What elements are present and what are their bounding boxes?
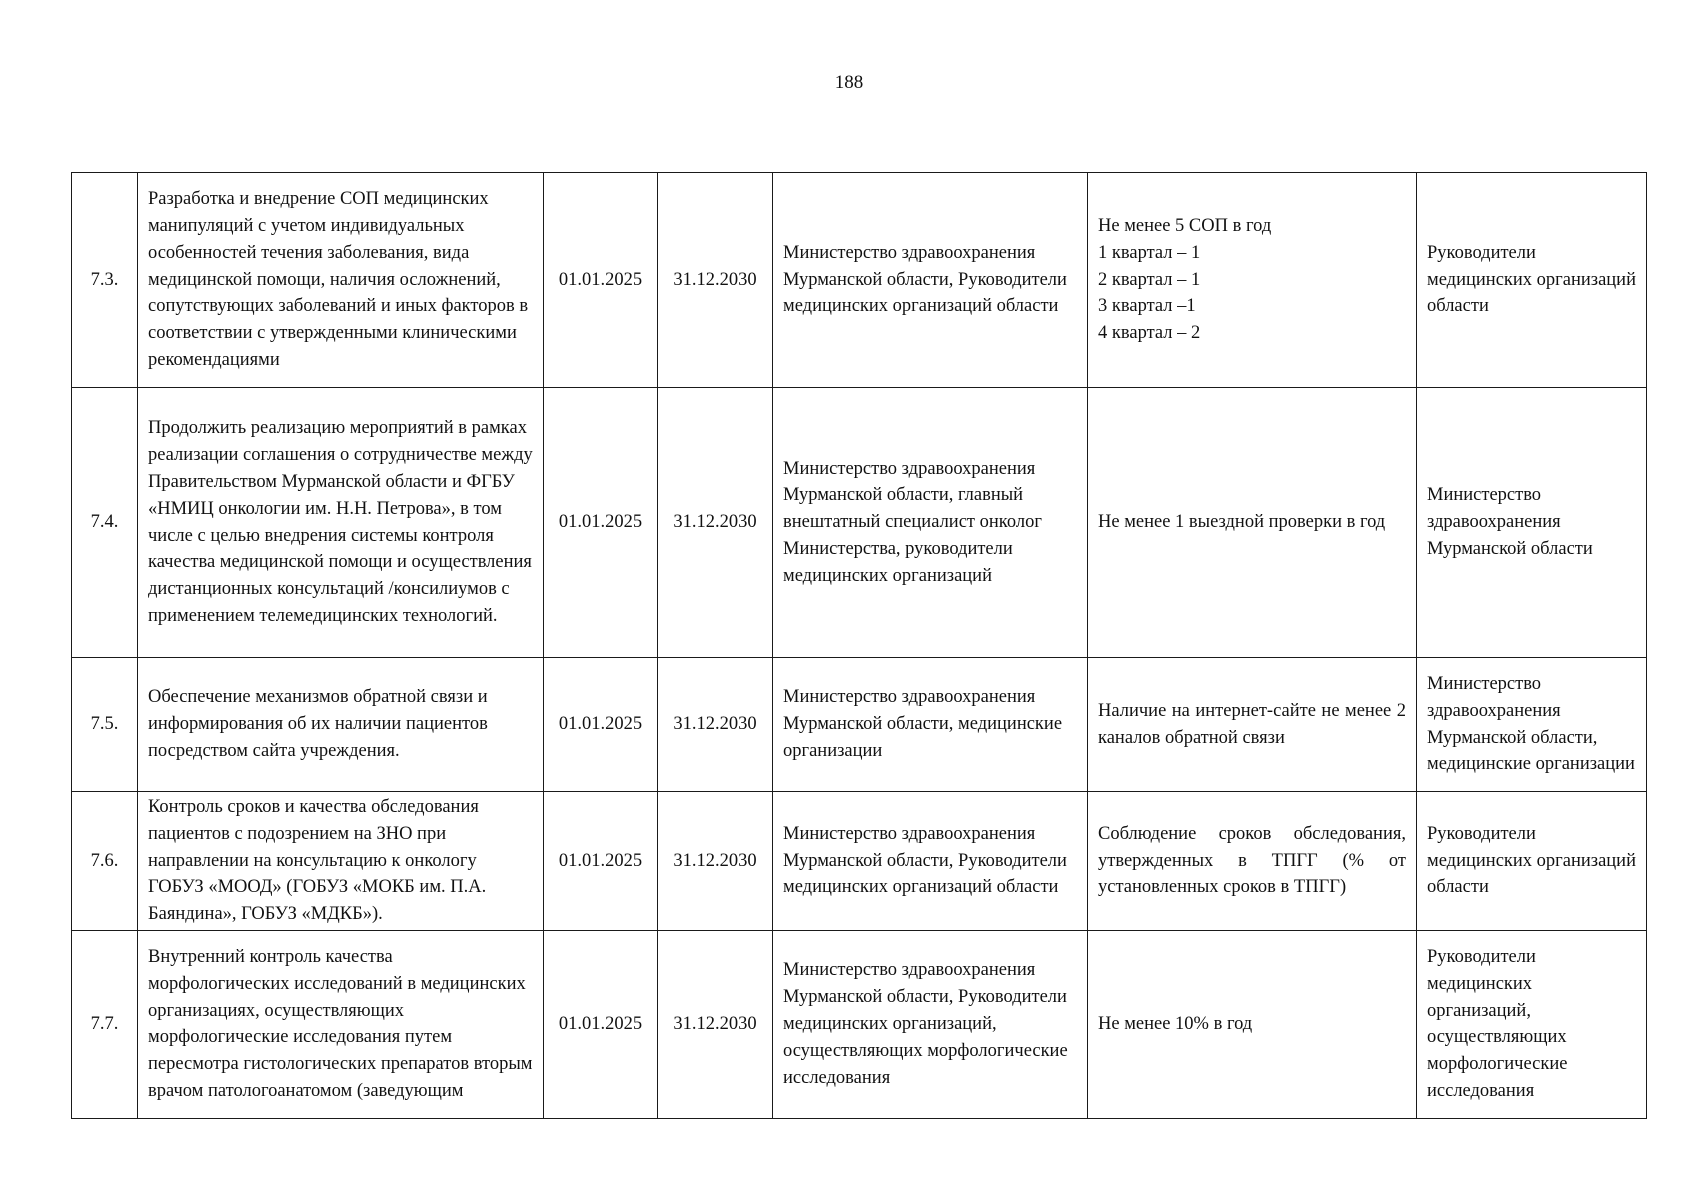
table-row [72, 792, 1647, 931]
result-cell: Соблюдение сроков обследования, утвержденных в ТПГГ (% от установленных сроков в ТПГГ) [1088, 792, 1417, 931]
end-date-cell: 31.12.2030 [658, 173, 773, 388]
row-number: 7.7. [72, 930, 138, 1118]
executors-cell: Министерство здравоохранения Мурманской области, Руководители медицинских организаций, осуществляющих морфологические исследования [773, 930, 1088, 1118]
row-number: 7.6. [72, 792, 138, 931]
start-date-cell: 01.01.2025 [544, 658, 658, 792]
result-cell: Не менее 1 выездной проверки в год [1088, 388, 1417, 658]
row-number: 7.5. [72, 658, 138, 792]
result-line: 3 квартал –1 [1098, 296, 1196, 317]
activity-cell: Контроль сроков и качества обследования пациентов с подозрением на ЗНО при направлении на консультацию к онкологу ГОБУЗ «МООД» (ГОБУЗ «МОКБ им. П.А. Баяндина», ГОБУЗ «МДКБ»). [138, 792, 544, 931]
row-number: 7.3. [72, 173, 138, 388]
end-date-cell: 31.12.2030 [658, 792, 773, 931]
executors-cell: Министерство здравоохранения Мурманской области, Руководители медицинских организаций области [773, 173, 1088, 388]
result-line: Не менее 5 СОП в год [1098, 216, 1272, 236]
result-line: 1 квартал – 1 [1098, 242, 1201, 263]
table-row [72, 658, 1647, 792]
executors-cell: Министерство здравоохранения Мурманской области, главный внештатный специалист онколог Министерства, руководители медицинских организаций [773, 388, 1088, 658]
responsible-cell: Министерство здравоохранения Мурманской области, медицинские организации [1417, 658, 1647, 792]
row-number: 7.4. [72, 388, 138, 658]
executors-cell: Министерство здравоохранения Мурманской области, медицинские организации [773, 658, 1088, 792]
table-row [72, 173, 1647, 388]
start-date-cell: 01.01.2025 [544, 173, 658, 388]
end-date-cell: 31.12.2030 [658, 388, 773, 658]
activity-cell: Разработка и внедрение СОП медицинских манипуляций с учетом индивидуальных особенностей течения заболевания, вида медицинской помощи, наличия осложнений, сопутствующих заболеваний и иных факторов в соответствии с утвержденными клиническими рекомендациями [138, 173, 544, 388]
result-line: 4 квартал – 2 [1098, 323, 1201, 344]
table-row [72, 388, 1647, 658]
end-date-cell: 31.12.2030 [658, 930, 773, 1118]
responsible-cell: Руководители медицинских организаций области [1417, 173, 1647, 388]
result-cell: Наличие на интернет-сайте не менее 2 каналов обратной связи [1088, 658, 1417, 792]
result-cell: Не менее 10% в год [1088, 930, 1417, 1118]
activity-cell: Внутренний контроль качества морфологических исследований в медицинских организациях, осуществляющих морфологические исследования путем пересмотра гистологических препаратов вторым врачом патологоанатомом (заведующим [138, 930, 544, 1118]
responsible-cell: Руководители медицинских организаций, осуществляющих морфологические исследования [1417, 930, 1647, 1118]
page-number: 188 [834, 72, 864, 93]
start-date-cell: 01.01.2025 [544, 930, 658, 1118]
end-date-cell: 31.12.2030 [658, 658, 773, 792]
responsible-cell: Руководители медицинских организаций области [1417, 792, 1647, 931]
action-plan-table [71, 172, 1647, 1119]
result-cell [1088, 173, 1417, 388]
table-row [72, 930, 1647, 1118]
activity-cell: Продолжить реализацию мероприятий в рамках реализации соглашения о сотрудничестве между Правительством Мурманской области и ФГБУ «НМИЦ онкологии им. Н.Н. Петрова», в том числе с целью внедрения системы контроля качества медицинской помощи и осуществления дистанционных консультаций /консилиумов с применением телемедицинских технологий. [138, 388, 544, 658]
executors-cell: Министерство здравоохранения Мурманской области, Руководители медицинских организаций области [773, 792, 1088, 931]
activity-cell: Обеспечение механизмов обратной связи и информирования об их наличии пациентов посредством сайта учреждения. [138, 658, 544, 792]
start-date-cell: 01.01.2025 [544, 388, 658, 658]
result-line: 2 квартал – 1 [1098, 269, 1201, 290]
start-date-cell: 01.01.2025 [544, 792, 658, 931]
responsible-cell: Министерство здравоохранения Мурманской области [1417, 388, 1647, 658]
